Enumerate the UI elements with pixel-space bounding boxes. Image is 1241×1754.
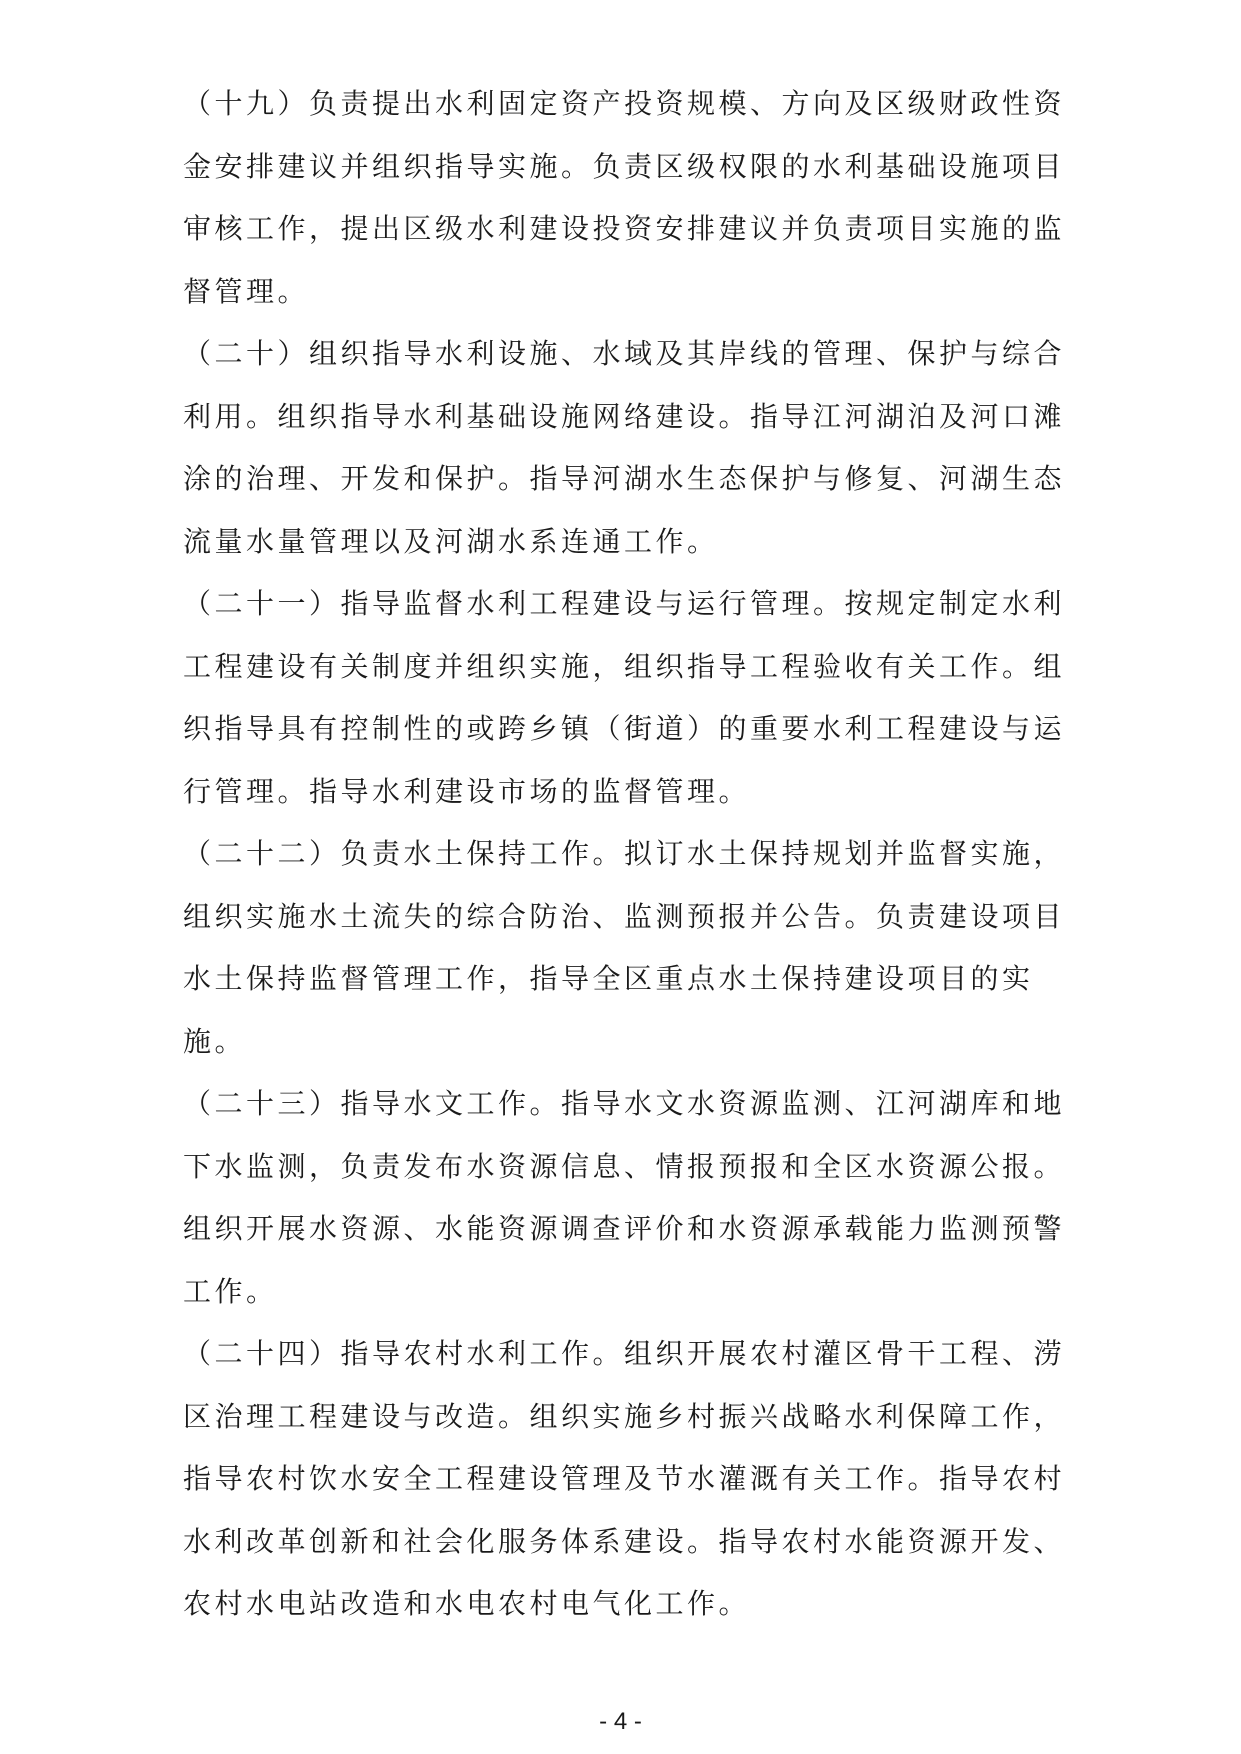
text-line: 农村水电站改造和水电农村电气化工作。 [183, 1587, 751, 1620]
text-line: 组织实施水土流失的综合防治、监测预报并公告。负责建设项目 [183, 899, 1066, 933]
page-number: - 4 - [599, 1708, 642, 1735]
text-line: 水利改革创新和社会化服务体系建设。指导农村水能资源开发、 [183, 1524, 1066, 1558]
text-line: 织指导具有控制性的或跨乡镇（街道）的重要水利工程建设与运 [183, 712, 1066, 745]
text-line: （二十三）指导水文工作。指导水文水资源监测、江河湖库和地 [183, 1087, 1066, 1120]
text-line: 利用。组织指导水利基础设施网络建设。指导江河湖泊及河口滩 [183, 399, 1066, 433]
text-line: 工作。 [183, 1274, 278, 1308]
text-line: 工程建设有关制度并组织实施，组织指导工程验收有关工作。组 [183, 649, 1066, 683]
text-line: 涂的治理、开发和保护。指导河湖水生态保护与修复、河湖生态 [183, 462, 1066, 495]
text-line: 区治理工程建设与改造。组织实施乡村振兴战略水利保障工作， [183, 1399, 1066, 1433]
text-line: 流量水量管理以及河湖水系连通工作。 [183, 524, 719, 558]
text-line: （二十一）指导监督水利工程建设与运行管理。按规定制定水利 [183, 587, 1066, 620]
text-line: 施。 [183, 1024, 247, 1058]
text-line: 督管理。 [183, 274, 310, 308]
text-line: 指导农村饮水安全工程建设管理及节水灌溉有关工作。指导农村 [183, 1462, 1066, 1495]
text-line: （十九）负责提出水利固定资产投资规模、方向及区级财政性资 [183, 87, 1066, 120]
text-line: （二十二）负责水土保持工作。拟订水土保持规划并监督实施， [183, 837, 1066, 870]
text-line: 审核工作，提出区级水利建设投资安排建议并负责项目实施的监 [183, 212, 1066, 245]
text-line: 组织开展水资源、水能资源调查评价和水资源承载能力监测预警 [183, 1212, 1066, 1245]
text-line: 金安排建议并组织指导实施。负责区级权限的水利基础设施项目 [183, 149, 1066, 183]
paragraph-20 [183, 323, 1067, 573]
paragraph-22 [183, 823, 1067, 1073]
paragraph-23 [183, 1073, 1067, 1323]
paragraph-24 [183, 1323, 1067, 1636]
paragraph-21 [183, 573, 1067, 823]
text-line: 水土保持监督管理工作，指导全区重点水土保持建设项目的实 [183, 962, 1034, 995]
body-text [183, 73, 1067, 1636]
text-line: 行管理。指导水利建设市场的监督管理。 [183, 774, 751, 808]
text-line: （二十）组织指导水利设施、水域及其岸线的管理、保护与综合 [183, 337, 1066, 370]
text-line: （二十四）指导农村水利工作。组织开展农村灌区骨干工程、涝 [183, 1337, 1066, 1370]
paragraph-19 [183, 73, 1067, 323]
text-line: 下水监测，负责发布水资源信息、情报预报和全区水资源公报。 [183, 1149, 1066, 1183]
